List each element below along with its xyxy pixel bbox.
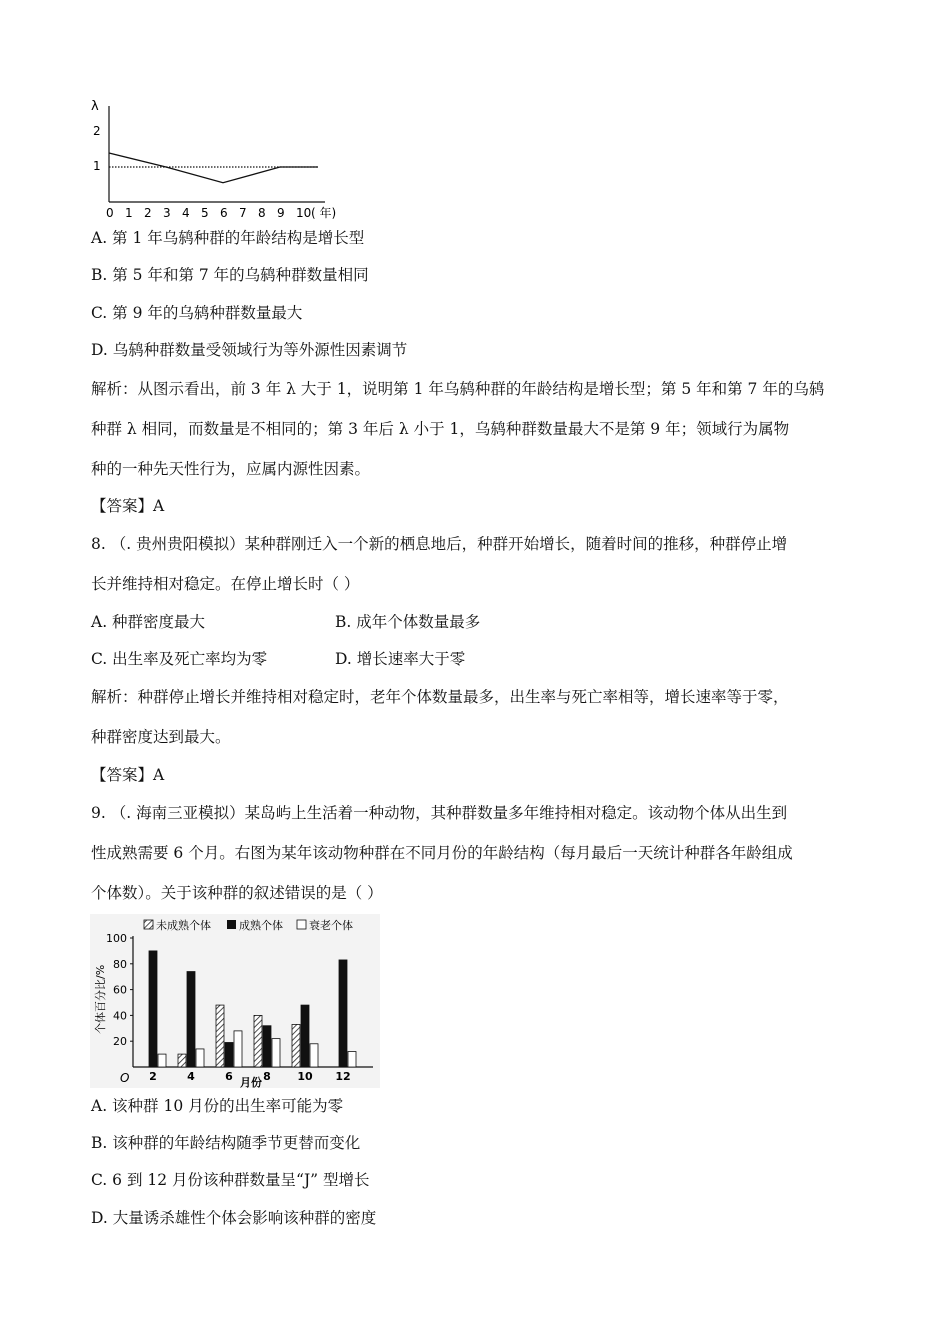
x-axis-label: 月份 <box>240 1076 262 1088</box>
legend-label-mature: 成熟个体 <box>239 919 283 932</box>
legend-swatch-immature <box>144 920 153 929</box>
bar-old <box>310 1044 318 1067</box>
bar-old <box>348 1052 356 1067</box>
origin-label: O <box>120 1071 130 1085</box>
y-tick-label: 60 <box>113 983 127 997</box>
q9-stem-line-1: 9. （. 海南三亚模拟）某岛屿上生活着一种动物，其种群数量多年维持相对稳定。该动物个体从出生到 <box>91 804 788 822</box>
q7-option-c: C. 第 9 年的乌鸫种群数量最大 <box>91 304 303 322</box>
q8-analysis-line-2: 种群密度达到最大。 <box>91 728 231 746</box>
q9-option-a: A. 该种群 10 月份的出生率可能为零 <box>91 1097 344 1115</box>
y-tick-label: 80 <box>113 957 127 971</box>
y-tick-2: 2 <box>93 124 101 138</box>
q9-stem-line-3: 个体数）。关于该种群的叙述错误的是（ ） <box>91 884 383 902</box>
q7-option-b: B. 第 5 年和第 7 年的乌鸫种群数量相同 <box>91 266 369 284</box>
y-axis-label: λ <box>91 99 99 114</box>
bar-immature <box>178 1054 186 1067</box>
x-tick-label: 3 <box>163 206 171 220</box>
x-tick-label: 8 <box>258 206 266 220</box>
bar-mature <box>187 972 195 1067</box>
q9-option-c: C. 6 到 12 月份该种群数量呈“J” 型增长 <box>91 1171 370 1189</box>
x-tick-label: 7 <box>239 206 247 220</box>
q7-analysis-line-1: 解析：从图示看出，前 3 年 λ 大于 1，说明第 1 年乌鸫种群的年龄结构是增长型；第 5 年和第 7 年的乌鸫 <box>91 380 825 398</box>
q8-answer: 【答案】A <box>91 766 165 784</box>
legend-swatch-mature <box>227 920 236 929</box>
legend-label-immature: 未成熟个体 <box>156 919 211 932</box>
q8-stem-line-2: 长并维持相对稳定。在停止增长时（ ） <box>91 575 360 593</box>
bar-old <box>158 1054 166 1067</box>
age-structure-bar-chart <box>90 914 380 1088</box>
q8-option-b: B. 成年个体数量最多 <box>335 613 481 631</box>
q9-stem-line-2: 性成熟需要 6 个月。右图为某年该动物种群在不同月份的年龄结构（每月最后一天统计种群各年龄组成 <box>91 844 793 862</box>
x-tick-label: 10 <box>297 1070 313 1083</box>
bar-old <box>272 1039 280 1067</box>
bar-old <box>196 1049 204 1067</box>
x-tick-label: 12 <box>335 1070 351 1083</box>
y-tick-1: 1 <box>93 159 101 173</box>
x-tick-label: 6 <box>220 206 228 220</box>
bar-mature <box>301 1005 309 1067</box>
y-tick-label: 20 <box>113 1035 127 1049</box>
x-tick-label: 4 <box>187 1070 195 1083</box>
lambda-series-line <box>109 153 318 183</box>
q9-option-b: B. 该种群的年龄结构随季节更替而变化 <box>91 1134 361 1152</box>
bar-mature <box>225 1042 233 1067</box>
q7-option-a: A. 第 1 年乌鸫种群的年龄结构是增长型 <box>91 229 365 247</box>
bar-mature <box>149 951 157 1067</box>
legend-swatch-old <box>297 920 306 929</box>
bar-immature <box>254 1015 262 1067</box>
x-tick-label: 4 <box>182 206 190 220</box>
y-tick-label: 100 <box>106 932 127 945</box>
x-tick-label: 0 <box>106 206 114 220</box>
x-tick-label: 8 <box>263 1070 271 1083</box>
x-tick-label: 2 <box>149 1070 157 1083</box>
legend-label-old: 衰老个体 <box>309 919 353 932</box>
y-tick-label: 40 <box>113 1009 127 1023</box>
bar-immature <box>216 1005 224 1067</box>
bar-old <box>234 1031 242 1067</box>
q8-option-c: C. 出生率及死亡率均为零 <box>91 650 268 668</box>
q7-option-d: D. 乌鸫种群数量受领域行为等外源性因素调节 <box>91 341 408 359</box>
q9-option-d: D. 大量诱杀雄性个体会影响该种群的密度 <box>91 1209 377 1227</box>
lambda-line-chart <box>85 92 345 224</box>
q7-analysis-line-3: 种的一种先天性行为，应属内源性因素。 <box>91 460 371 478</box>
y-axis-label: 个体百分比/% <box>94 964 107 1034</box>
bar-immature <box>292 1024 300 1067</box>
q7-analysis-line-2: 种群 λ 相同，而数量是不相同的；第 3 年后 λ 小于 1，乌鸫种群数量最大不是第 9 年；领域行为属物 <box>91 420 790 438</box>
x-tick-label: 5 <box>201 206 209 220</box>
x-tick-label: 6 <box>225 1070 233 1083</box>
bar-mature <box>339 960 347 1067</box>
x-unit-label: ( 年) <box>311 206 337 220</box>
q8-stem-line-1: 8. （. 贵州贵阳模拟）某种群刚迁入一个新的栖息地后，种群开始增长，随着时间的推移，种群停止增 <box>91 535 788 553</box>
bar-mature <box>263 1026 271 1067</box>
x-tick-label: 9 <box>277 206 285 220</box>
x-tick-label: 2 <box>144 206 152 220</box>
q8-option-d: D. 增长速率大于零 <box>335 650 466 668</box>
q8-analysis-line-1: 解析：种群停止增长并维持相对稳定时，老年个体数量最多，出生率与死亡率相等，增长速率等于零， <box>91 688 789 706</box>
q8-option-a: A. 种群密度最大 <box>91 613 206 631</box>
q7-answer: 【答案】A <box>91 497 165 515</box>
x-tick-label: 1 <box>125 206 133 220</box>
x-tick-label: 10 <box>296 206 312 220</box>
